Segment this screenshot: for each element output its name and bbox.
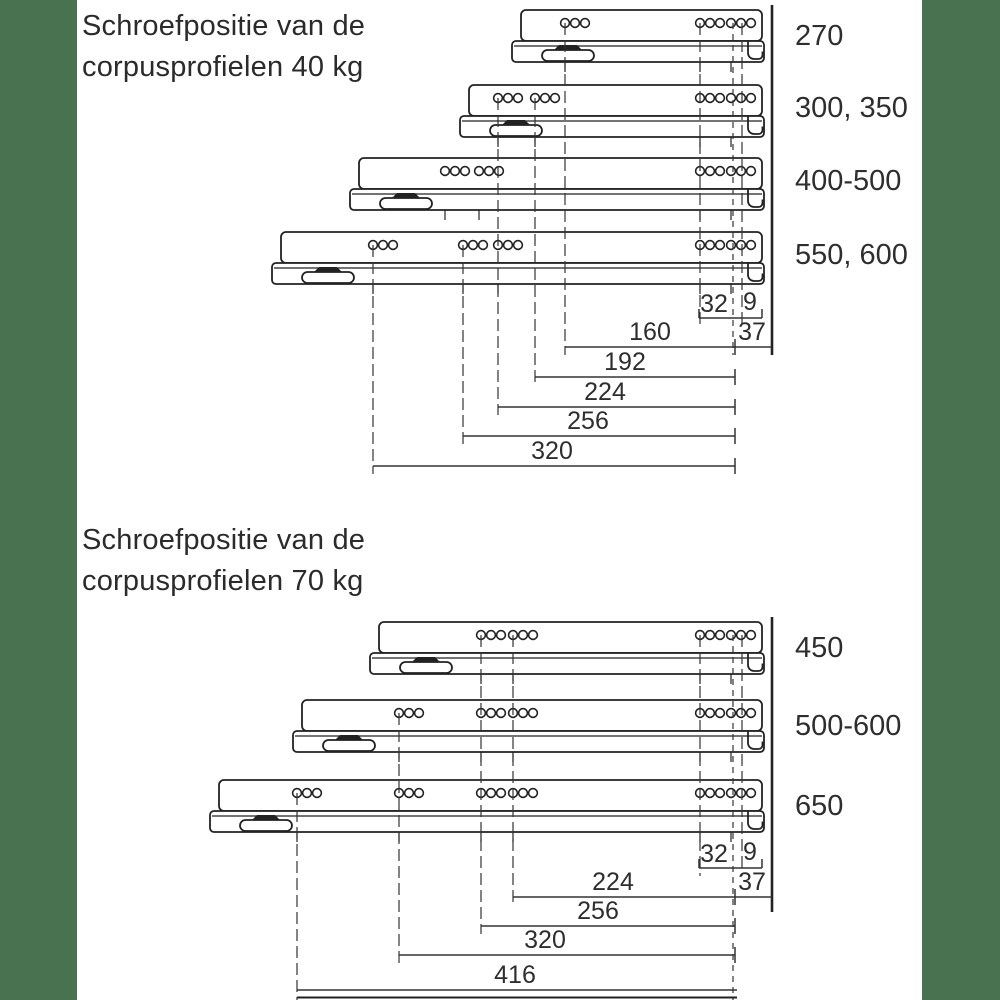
dim-label-37: 37	[738, 318, 766, 346]
dim-label-256: 256	[567, 407, 609, 435]
dim-256	[481, 897, 735, 934]
dim-320	[399, 926, 735, 963]
slide-650	[210, 780, 764, 842]
dim-label-32: 32	[700, 290, 728, 318]
slide-400-500	[350, 158, 764, 220]
slide-450	[370, 622, 764, 684]
diagram-70kg	[0, 500, 1000, 1000]
slide-length-label: 300, 350	[795, 92, 908, 124]
slide-length-label: 270	[795, 20, 844, 52]
dim-label-32: 32	[700, 840, 728, 868]
slide-length-label: 500-600	[795, 710, 902, 742]
slide-length-label: 450	[795, 632, 844, 664]
dim-label-320: 320	[531, 437, 573, 465]
title-70-line2: corpusprofielen 70 kg	[82, 565, 364, 597]
slide-550-600	[272, 232, 764, 294]
title-40-line2: corpusprofielen 40 kg	[82, 51, 364, 83]
dim-label-416: 416	[494, 961, 536, 989]
dim-32-9	[699, 838, 762, 868]
dim-256	[463, 407, 735, 444]
dim-label-37: 37	[738, 868, 766, 896]
dim-label-224: 224	[592, 868, 634, 896]
dim-label-9: 9	[743, 838, 757, 866]
slide-length-label: 650	[795, 790, 844, 822]
dim-160-37	[565, 318, 772, 355]
slide-500-600	[293, 700, 764, 762]
dim-label-256: 256	[577, 897, 619, 925]
dim-label-160: 160	[629, 318, 671, 346]
dim-label-192: 192	[604, 348, 646, 376]
slide-300-350	[460, 85, 764, 147]
dim-label-9: 9	[743, 288, 757, 316]
dim-320	[373, 437, 735, 474]
dim-label-224: 224	[584, 378, 626, 406]
dim-label-320: 320	[524, 926, 566, 954]
title-70-line1: Schroefpositie van de	[82, 524, 366, 556]
slide-length-label: 400-500	[795, 165, 902, 197]
dim-416	[297, 961, 737, 990]
title-40-line1: Schroefpositie van de	[82, 10, 366, 42]
slide-length-label: 550, 600	[795, 239, 908, 271]
slide-270	[512, 10, 764, 72]
dim-224	[498, 378, 735, 415]
